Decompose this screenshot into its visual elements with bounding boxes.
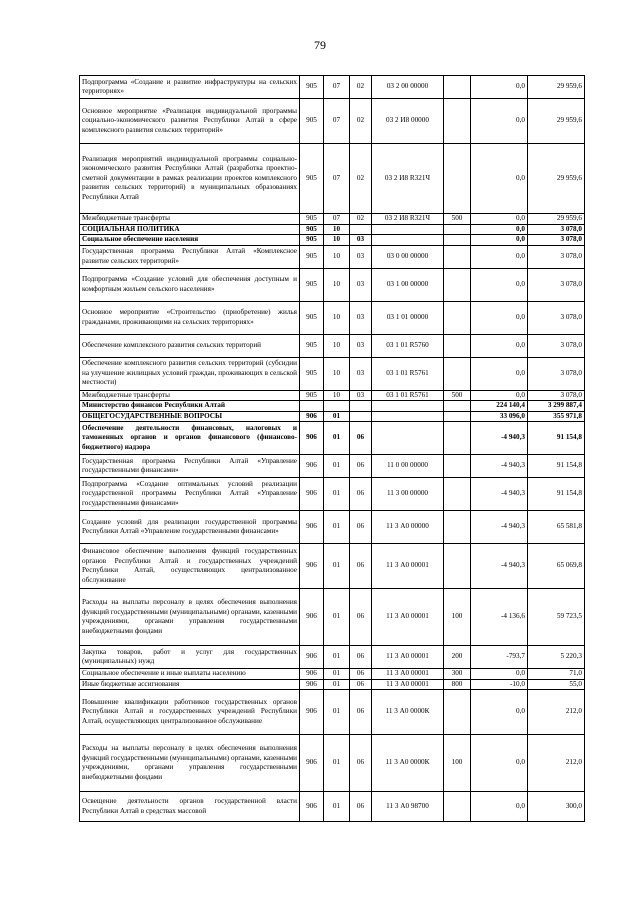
row-ministry-code: 905 bbox=[300, 214, 324, 225]
row-name: Расходы на выплаты персоналу в целях обеспечения выполнения функций государственными (муниципальными) органами, казенными учреждениями, органами управления государственными внебюджетными фондами bbox=[80, 589, 300, 646]
row-ministry-code: 906 bbox=[300, 792, 324, 822]
row-subsection-code: 06 bbox=[350, 690, 372, 735]
row-amount-change: 0,0 bbox=[471, 144, 528, 214]
row-subsection-code: 02 bbox=[350, 144, 372, 214]
row-name: Обеспечение деятельности финансовых, налоговых и таможенных органов и органов финансового (финансово-бюджетного) надзора bbox=[80, 422, 300, 455]
budget-table bbox=[79, 75, 585, 822]
row-target-article: 03 0 00 00000 bbox=[372, 245, 444, 268]
row-section-code: 07 bbox=[324, 76, 350, 99]
row-amount-change: -4 940,3 bbox=[471, 544, 528, 589]
row-name: Государственная программа Республики Алтай «Комплексное развитие сельских территорий» bbox=[80, 245, 300, 268]
row-amount-change: 0,0 bbox=[471, 99, 528, 144]
row-expense-type bbox=[444, 401, 471, 412]
row-ministry-code: 906 bbox=[300, 455, 324, 478]
row-amount-total: 65 581,8 bbox=[528, 511, 585, 544]
row-amount-change: 0,0 bbox=[471, 357, 528, 390]
row-expense-type: 300 bbox=[444, 669, 471, 680]
table-row bbox=[80, 99, 585, 144]
row-expense-type bbox=[444, 357, 471, 390]
table-row bbox=[80, 357, 585, 390]
row-subsection-code: 02 bbox=[350, 76, 372, 99]
row-amount-change: 0,0 bbox=[471, 334, 528, 357]
row-section-code: 01 bbox=[324, 792, 350, 822]
row-name: Реализация мероприятий индивидуальной программы социально-экономического развития Республики Алтай (разработка проектно-сметной документации в рамках реализации проектов комплексного развития сельских территорий) в муниципальных образованиях Республики Алтай bbox=[80, 144, 300, 214]
row-ministry-code: 906 bbox=[300, 690, 324, 735]
row-expense-type bbox=[444, 422, 471, 455]
row-amount-total: 71,0 bbox=[528, 669, 585, 680]
row-target-article: 11 3 А0 00000 bbox=[372, 511, 444, 544]
row-section-code: 01 bbox=[324, 679, 350, 690]
row-section-code: 01 bbox=[324, 544, 350, 589]
row-target-article: 03 2 И8 R321Ч bbox=[372, 214, 444, 225]
row-amount-total: 3 078,0 bbox=[528, 390, 585, 401]
row-subsection-code: 06 bbox=[350, 478, 372, 511]
row-expense-type bbox=[444, 478, 471, 511]
row-target-article bbox=[372, 235, 444, 246]
row-amount-change: 0,0 bbox=[471, 214, 528, 225]
row-amount-total: 55,0 bbox=[528, 679, 585, 690]
row-expense-type bbox=[444, 268, 471, 301]
row-expense-type: 200 bbox=[444, 646, 471, 669]
row-section-code: 10 bbox=[324, 301, 350, 334]
row-subsection-code: 06 bbox=[350, 544, 372, 589]
row-target-article: 11 3 А0 00001 bbox=[372, 669, 444, 680]
row-amount-change: -4 940,3 bbox=[471, 455, 528, 478]
row-subsection-code: 02 bbox=[350, 214, 372, 225]
row-name: Иные бюджетные ассигнования bbox=[80, 679, 300, 690]
row-subsection-code bbox=[350, 411, 372, 422]
row-amount-total: 3 078,0 bbox=[528, 301, 585, 334]
row-section-code: 01 bbox=[324, 735, 350, 792]
row-name: Повышение квалификации работников государственных органов Республики Алтай и государственных учреждений Республики Алтай, осуществляющих централизованное обслуживание bbox=[80, 690, 300, 735]
row-amount-total: 212,0 bbox=[528, 735, 585, 792]
row-ministry-code: 905 bbox=[300, 144, 324, 214]
row-target-article bbox=[372, 401, 444, 412]
table-row bbox=[80, 411, 585, 422]
row-name: Межбюджетные трансферты bbox=[80, 390, 300, 401]
row-name: Подпрограмма «Создание условий для обеспечения доступным и комфортным жильем сельского населения» bbox=[80, 268, 300, 301]
table-row bbox=[80, 390, 585, 401]
row-section-code: 10 bbox=[324, 390, 350, 401]
row-name: Государственная программа Республики Алтай «Управление государственными финансами» bbox=[80, 455, 300, 478]
row-expense-type: 100 bbox=[444, 589, 471, 646]
table-row bbox=[80, 589, 585, 646]
row-ministry-code: 906 bbox=[300, 422, 324, 455]
table-row bbox=[80, 511, 585, 544]
row-ministry-code: 906 bbox=[300, 411, 324, 422]
row-target-article: 11 3 А0 0000К bbox=[372, 690, 444, 735]
table-row bbox=[80, 401, 585, 412]
row-name: Подпрограмма «Создание и развитие инфраструктуры на сельских территориях» bbox=[80, 76, 300, 99]
row-amount-change: 224 140,4 bbox=[471, 401, 528, 412]
row-name: Межбюджетные трансферты bbox=[80, 214, 300, 225]
row-amount-total: 3 078,0 bbox=[528, 268, 585, 301]
table-row bbox=[80, 735, 585, 792]
row-amount-total: 59 723,5 bbox=[528, 589, 585, 646]
row-name: Министерство финансов Республики Алтай bbox=[80, 401, 300, 412]
row-ministry-code: 906 bbox=[300, 544, 324, 589]
row-section-code: 01 bbox=[324, 455, 350, 478]
row-section-code: 10 bbox=[324, 235, 350, 246]
table-row bbox=[80, 334, 585, 357]
row-ministry-code: 905 bbox=[300, 334, 324, 357]
row-amount-change: 0,0 bbox=[471, 224, 528, 235]
row-subsection-code: 03 bbox=[350, 268, 372, 301]
table-row bbox=[80, 245, 585, 268]
row-section-code: 01 bbox=[324, 511, 350, 544]
row-expense-type: 500 bbox=[444, 214, 471, 225]
table-row bbox=[80, 144, 585, 214]
row-name: ОБЩЕГОСУДАРСТВЕННЫЕ ВОПРОСЫ bbox=[80, 411, 300, 422]
row-amount-total: 91 154,8 bbox=[528, 422, 585, 455]
row-amount-change: 0,0 bbox=[471, 76, 528, 99]
row-amount-change: 0,0 bbox=[471, 268, 528, 301]
row-ministry-code: 906 bbox=[300, 735, 324, 792]
row-subsection-code: 02 bbox=[350, 99, 372, 144]
row-amount-total: 300,0 bbox=[528, 792, 585, 822]
row-subsection-code: 06 bbox=[350, 511, 372, 544]
table-row bbox=[80, 544, 585, 589]
row-target-article: 03 1 01 R5761 bbox=[372, 390, 444, 401]
row-amount-change: 0,0 bbox=[471, 245, 528, 268]
row-section-code: 07 bbox=[324, 214, 350, 225]
row-ministry-code: 906 bbox=[300, 478, 324, 511]
row-expense-type: 500 bbox=[444, 390, 471, 401]
row-expense-type bbox=[444, 144, 471, 214]
row-subsection-code: 06 bbox=[350, 792, 372, 822]
row-ministry-code: 905 bbox=[300, 245, 324, 268]
table-row bbox=[80, 679, 585, 690]
row-target-article: 03 1 01 00000 bbox=[372, 301, 444, 334]
row-target-article: 11 3 А0 00001 bbox=[372, 679, 444, 690]
row-amount-total: 29 959,6 bbox=[528, 144, 585, 214]
row-name: Социальное обеспечение населения bbox=[80, 235, 300, 246]
row-amount-change: 0,0 bbox=[471, 735, 528, 792]
row-amount-change: 33 096,0 bbox=[471, 411, 528, 422]
row-section-code: 10 bbox=[324, 357, 350, 390]
row-subsection-code: 06 bbox=[350, 455, 372, 478]
row-name: Освещение деятельности органов государственной власти Республики Алтай в средствах массовой bbox=[80, 792, 300, 822]
table-row bbox=[80, 301, 585, 334]
row-expense-type bbox=[444, 76, 471, 99]
row-subsection-code: 03 bbox=[350, 301, 372, 334]
table-row bbox=[80, 422, 585, 455]
row-amount-change: -4 940,3 bbox=[471, 422, 528, 455]
row-target-article: 03 1 00 00000 bbox=[372, 268, 444, 301]
row-name: Подпрограмма «Создание оптимальных условий реализации государственной программы Республики Алтай «Управление государственными финансами» bbox=[80, 478, 300, 511]
row-expense-type bbox=[444, 235, 471, 246]
row-ministry-code bbox=[300, 401, 324, 412]
row-section-code: 01 bbox=[324, 646, 350, 669]
row-amount-total: 3 078,0 bbox=[528, 224, 585, 235]
row-ministry-code: 906 bbox=[300, 646, 324, 669]
row-target-article bbox=[372, 411, 444, 422]
row-target-article: 11 3 А0 00001 bbox=[372, 589, 444, 646]
row-target-article: 03 1 01 R5761 bbox=[372, 357, 444, 390]
row-name: Обеспечение комплексного развития сельских территорий bbox=[80, 334, 300, 357]
row-amount-change: -793,7 bbox=[471, 646, 528, 669]
row-subsection-code: 03 bbox=[350, 357, 372, 390]
row-ministry-code: 906 bbox=[300, 669, 324, 680]
row-expense-type bbox=[444, 792, 471, 822]
row-target-article: 03 2 И8 R321Ч bbox=[372, 144, 444, 214]
row-expense-type bbox=[444, 245, 471, 268]
row-ministry-code: 905 bbox=[300, 224, 324, 235]
row-expense-type bbox=[444, 411, 471, 422]
row-name: Основное мероприятие «Реализация индивидуальной программы социально-экономического развития Республики Алтай в сфере комплексного развития сельских территорий» bbox=[80, 99, 300, 144]
row-ministry-code: 905 bbox=[300, 357, 324, 390]
row-section-code: 10 bbox=[324, 268, 350, 301]
row-ministry-code: 906 bbox=[300, 589, 324, 646]
row-target-article: 11 3 А0 98700 bbox=[372, 792, 444, 822]
row-section-code: 01 bbox=[324, 589, 350, 646]
table-row bbox=[80, 214, 585, 225]
row-subsection-code bbox=[350, 224, 372, 235]
row-subsection-code: 06 bbox=[350, 669, 372, 680]
row-target-article: 11 0 00 00000 bbox=[372, 455, 444, 478]
row-subsection-code: 06 bbox=[350, 589, 372, 646]
row-amount-change: -4 136,6 bbox=[471, 589, 528, 646]
row-amount-change: -10,0 bbox=[471, 679, 528, 690]
row-target-article: 11 3 00 00000 bbox=[372, 478, 444, 511]
row-target-article: 03 1 01 R5760 bbox=[372, 334, 444, 357]
row-ministry-code: 905 bbox=[300, 301, 324, 334]
row-name: Основное мероприятие «Строительство (приобретение) жилья гражданами, проживающими на сельских территориях» bbox=[80, 301, 300, 334]
row-amount-total: 91 154,8 bbox=[528, 455, 585, 478]
row-target-article: 11 3 А0 0000К bbox=[372, 735, 444, 792]
row-amount-total: 5 220,3 bbox=[528, 646, 585, 669]
row-subsection-code bbox=[350, 401, 372, 412]
row-amount-total: 65 069,8 bbox=[528, 544, 585, 589]
row-expense-type bbox=[444, 99, 471, 144]
row-section-code: 10 bbox=[324, 334, 350, 357]
row-target-article: 11 3 А0 00001 bbox=[372, 646, 444, 669]
row-subsection-code: 03 bbox=[350, 390, 372, 401]
row-amount-total: 355 971,8 bbox=[528, 411, 585, 422]
row-expense-type bbox=[444, 334, 471, 357]
row-subsection-code: 06 bbox=[350, 422, 372, 455]
row-section-code: 10 bbox=[324, 224, 350, 235]
row-expense-type bbox=[444, 544, 471, 589]
row-section-code: 01 bbox=[324, 411, 350, 422]
table-row bbox=[80, 669, 585, 680]
row-expense-type: 800 bbox=[444, 679, 471, 690]
row-ministry-code: 905 bbox=[300, 99, 324, 144]
row-section-code: 01 bbox=[324, 669, 350, 680]
page-number: 79 bbox=[314, 38, 326, 52]
table-row bbox=[80, 268, 585, 301]
row-section-code: 01 bbox=[324, 422, 350, 455]
row-amount-change: 0,0 bbox=[471, 390, 528, 401]
row-amount-change: 0,0 bbox=[471, 669, 528, 680]
row-amount-total: 3 299 887,4 bbox=[528, 401, 585, 412]
row-amount-total: 3 078,0 bbox=[528, 245, 585, 268]
row-name: Обеспечение комплексного развития сельских территорий (субсидии на улучшение жилищных условий граждан, проживающих в сельской местности) bbox=[80, 357, 300, 390]
row-amount-total: 29 959,6 bbox=[528, 214, 585, 225]
row-ministry-code: 905 bbox=[300, 235, 324, 246]
table-row bbox=[80, 792, 585, 822]
row-amount-change: 0,0 bbox=[471, 235, 528, 246]
row-expense-type bbox=[444, 455, 471, 478]
row-name: Расходы на выплаты персоналу в целях обеспечения выполнения функций государственными (муниципальными) органами, казенными учреждениями, органами управления государственными внебюджетными фондами bbox=[80, 735, 300, 792]
row-section-code: 07 bbox=[324, 144, 350, 214]
table-row bbox=[80, 76, 585, 99]
row-section-code: 10 bbox=[324, 245, 350, 268]
row-amount-total: 91 154,8 bbox=[528, 478, 585, 511]
row-amount-change: 0,0 bbox=[471, 301, 528, 334]
row-subsection-code: 06 bbox=[350, 646, 372, 669]
row-subsection-code: 03 bbox=[350, 334, 372, 357]
row-expense-type bbox=[444, 511, 471, 544]
row-expense-type: 100 bbox=[444, 735, 471, 792]
row-ministry-code: 905 bbox=[300, 390, 324, 401]
row-expense-type bbox=[444, 690, 471, 735]
table-row bbox=[80, 455, 585, 478]
row-amount-change: 0,0 bbox=[471, 792, 528, 822]
row-target-article bbox=[372, 224, 444, 235]
row-subsection-code: 03 bbox=[350, 245, 372, 268]
row-ministry-code: 905 bbox=[300, 268, 324, 301]
row-section-code: 01 bbox=[324, 478, 350, 511]
row-ministry-code: 905 bbox=[300, 76, 324, 99]
table-row bbox=[80, 690, 585, 735]
row-subsection-code: 06 bbox=[350, 735, 372, 792]
row-amount-change: 0,0 bbox=[471, 690, 528, 735]
row-amount-total: 3 078,0 bbox=[528, 235, 585, 246]
row-name: Закупка товаров, работ и услуг для государственных (муниципальных) нужд bbox=[80, 646, 300, 669]
table-row bbox=[80, 224, 585, 235]
row-name: Социальное обеспечение и иные выплаты населению bbox=[80, 669, 300, 680]
row-section-code bbox=[324, 401, 350, 412]
row-amount-total: 3 078,0 bbox=[528, 334, 585, 357]
row-expense-type bbox=[444, 224, 471, 235]
row-ministry-code: 906 bbox=[300, 679, 324, 690]
row-amount-total: 29 959,6 bbox=[528, 99, 585, 144]
row-subsection-code: 03 bbox=[350, 235, 372, 246]
row-ministry-code: 906 bbox=[300, 511, 324, 544]
row-section-code: 07 bbox=[324, 99, 350, 144]
row-amount-change: -4 940,3 bbox=[471, 511, 528, 544]
row-amount-total: 29 959,6 bbox=[528, 76, 585, 99]
row-amount-total: 212,0 bbox=[528, 690, 585, 735]
row-name: Создание условий для реализации государственной программы Республики Алтай «Управление государственными финансами» bbox=[80, 511, 300, 544]
row-target-article: 03 2 00 00000 bbox=[372, 76, 444, 99]
row-section-code: 01 bbox=[324, 690, 350, 735]
row-name: СОЦИАЛЬНАЯ ПОЛИТИКА bbox=[80, 224, 300, 235]
row-subsection-code: 06 bbox=[350, 679, 372, 690]
row-target-article: 03 2 И8 00000 bbox=[372, 99, 444, 144]
row-target-article bbox=[372, 422, 444, 455]
table-row bbox=[80, 235, 585, 246]
table-row bbox=[80, 478, 585, 511]
row-amount-total: 3 078,0 bbox=[528, 357, 585, 390]
row-name: Финансовое обеспечение выполнения функций государственных органов Республики Алтай и государственных учреждений Республики Алтай, осуществляющих централизованное обслуживание bbox=[80, 544, 300, 589]
table-row bbox=[80, 646, 585, 669]
row-expense-type bbox=[444, 301, 471, 334]
row-target-article: 11 3 А0 00001 bbox=[372, 544, 444, 589]
row-amount-change: -4 940,3 bbox=[471, 478, 528, 511]
